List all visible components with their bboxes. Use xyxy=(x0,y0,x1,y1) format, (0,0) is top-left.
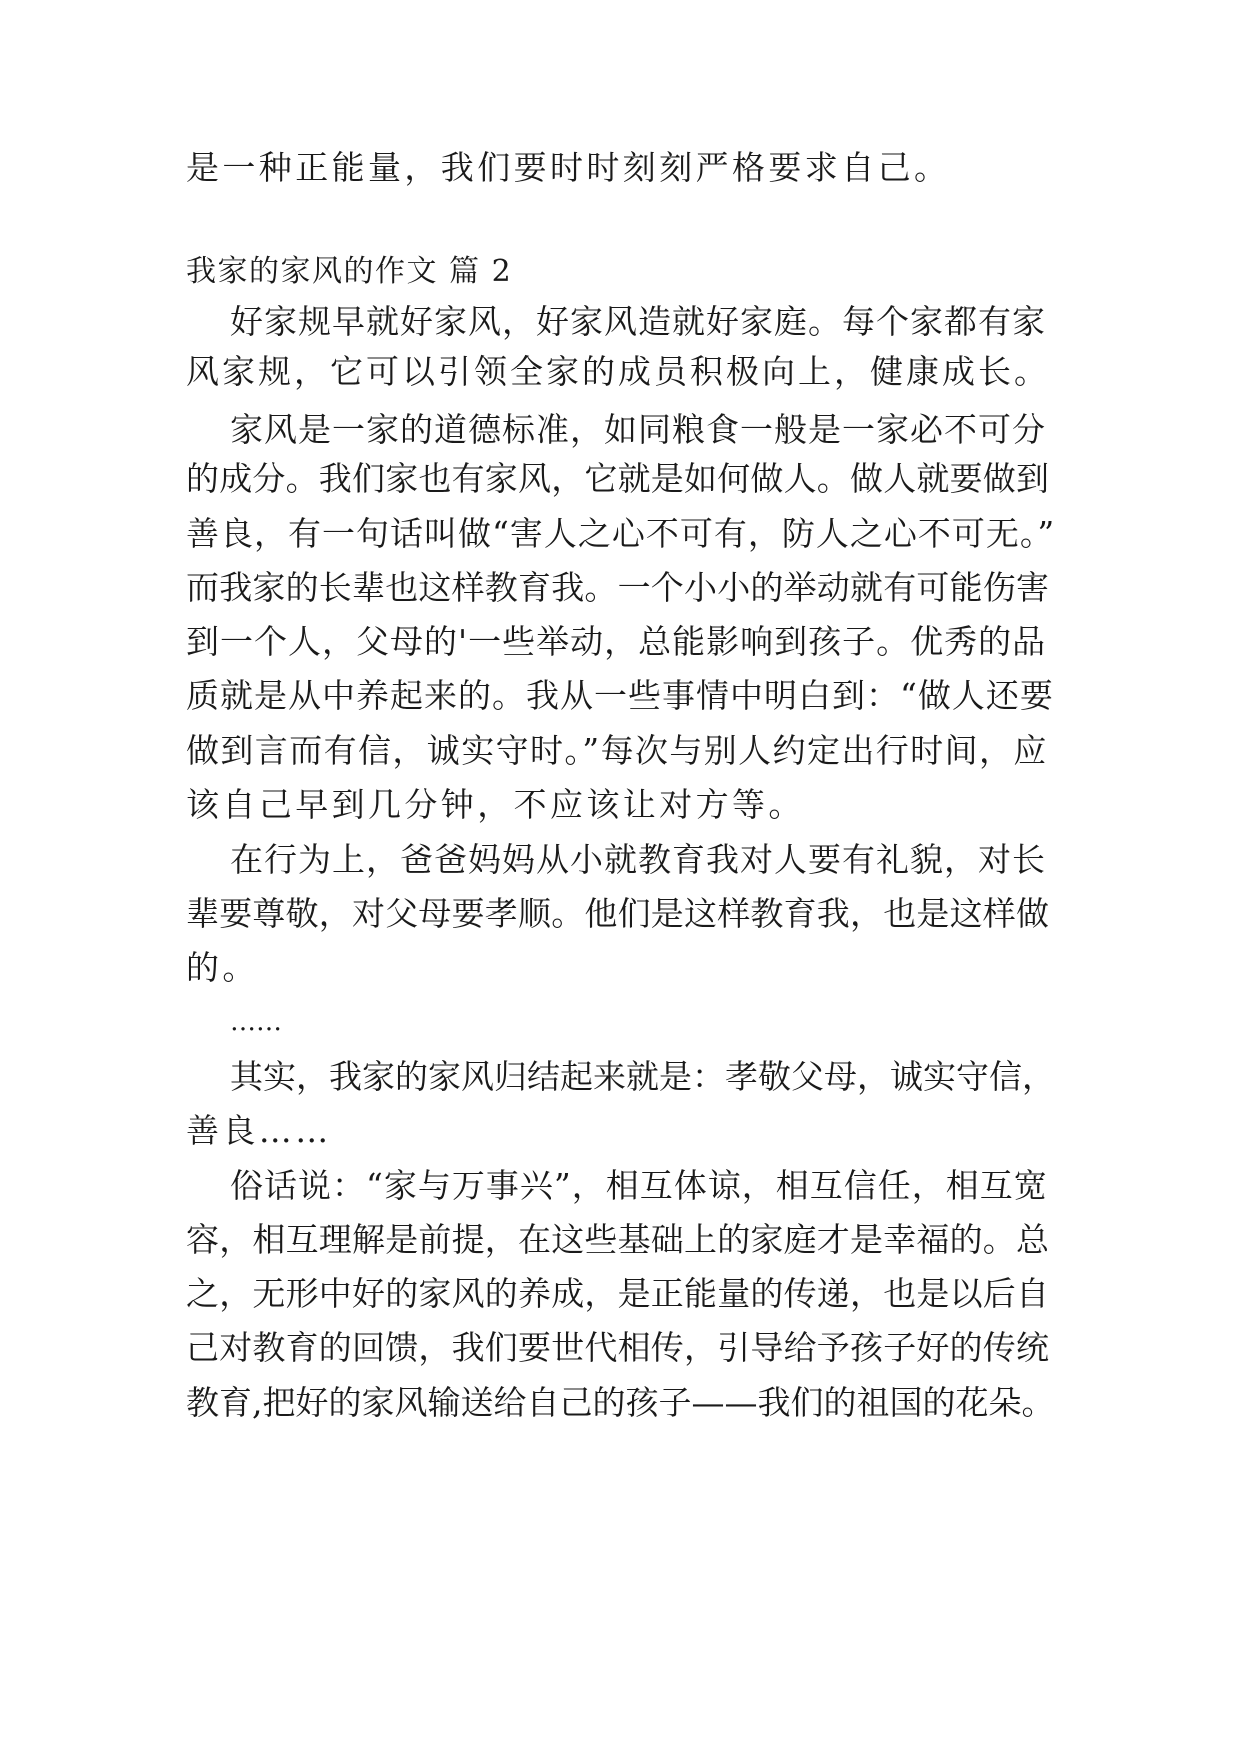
text-line-closing: 是一种正能量，我们要时时刻刻严格要求自己。 xyxy=(186,148,951,187)
ellipsis-line: …… xyxy=(230,1007,282,1037)
paragraph-4-line-1: 其实，我家的家风归结起来就是：孝敬父母，诚实守信， xyxy=(230,1057,1055,1096)
paragraph-2-line-1: 家风是一家的道德标准，如同粮食一般是一家必不可分 xyxy=(230,410,1046,449)
paragraph-5-line-4: 己对教育的回馈，我们要世代相传，引导给予孩子好的传统 xyxy=(186,1328,1050,1367)
paragraph-1-line-2: 风家规，它可以引领全家的成员积极向上，健康成长。 xyxy=(186,352,1050,391)
paragraph-1-line-1: 好家规早就好家风，好家风造就好家庭。每个家都有家 xyxy=(230,302,1046,341)
paragraph-3-line-3: 的。 xyxy=(186,948,259,987)
paragraph-2-line-4: 而我家的长辈也这样教育我。一个小小的举动就有可能伤害 xyxy=(186,568,1050,607)
paragraph-2-line-8: 该自己早到几分钟，不应该让对方等。 xyxy=(186,785,805,824)
paragraph-4-line-2: 善良…… xyxy=(186,1111,332,1150)
paragraph-3-line-1: 在行为上，爸爸妈妈从小就教育我对人要有礼貌，对长 xyxy=(230,840,1046,879)
paragraph-5-line-3: 之，无形中好的家风的养成，是正能量的传递，也是以后自 xyxy=(186,1274,1050,1313)
paragraph-5-line-2: 容，相互理解是前提，在这些基础上的家庭才是幸福的。总 xyxy=(186,1220,1050,1259)
paragraph-5-line-5: 教育,把好的家风输送给自己的孩子——我们的祖国的花朵。 xyxy=(186,1383,1055,1422)
paragraph-2-line-7: 做到言而有信，诚实守时。”每次与别人约定出行时间，应 xyxy=(186,731,1048,770)
paragraph-2-line-3: 善良，有一句话叫做“害人之心不可有，防人之心不可无。” xyxy=(186,514,1056,553)
paragraph-2-line-6: 质就是从中养起来的。我从一些事情中明白到：“做人还要 xyxy=(186,676,1054,715)
paragraph-3-line-2: 辈要尊敬，对父母要孝顺。他们是这样教育我，也是这样做 xyxy=(186,894,1050,933)
paragraph-5-line-1: 俗话说：“家与万事兴”，相互体谅，相互信任，相互宽 xyxy=(230,1166,1048,1205)
essay-title: 我家的家风的作文 篇 2 xyxy=(186,254,513,289)
paragraph-2-line-2: 的成分。我们家也有家风，它就是如何做人。做人就要做到 xyxy=(186,459,1050,498)
paragraph-2-line-5: 到一个人，父母的'一些举动，总能影响到孩子。优秀的品 xyxy=(186,622,1047,661)
